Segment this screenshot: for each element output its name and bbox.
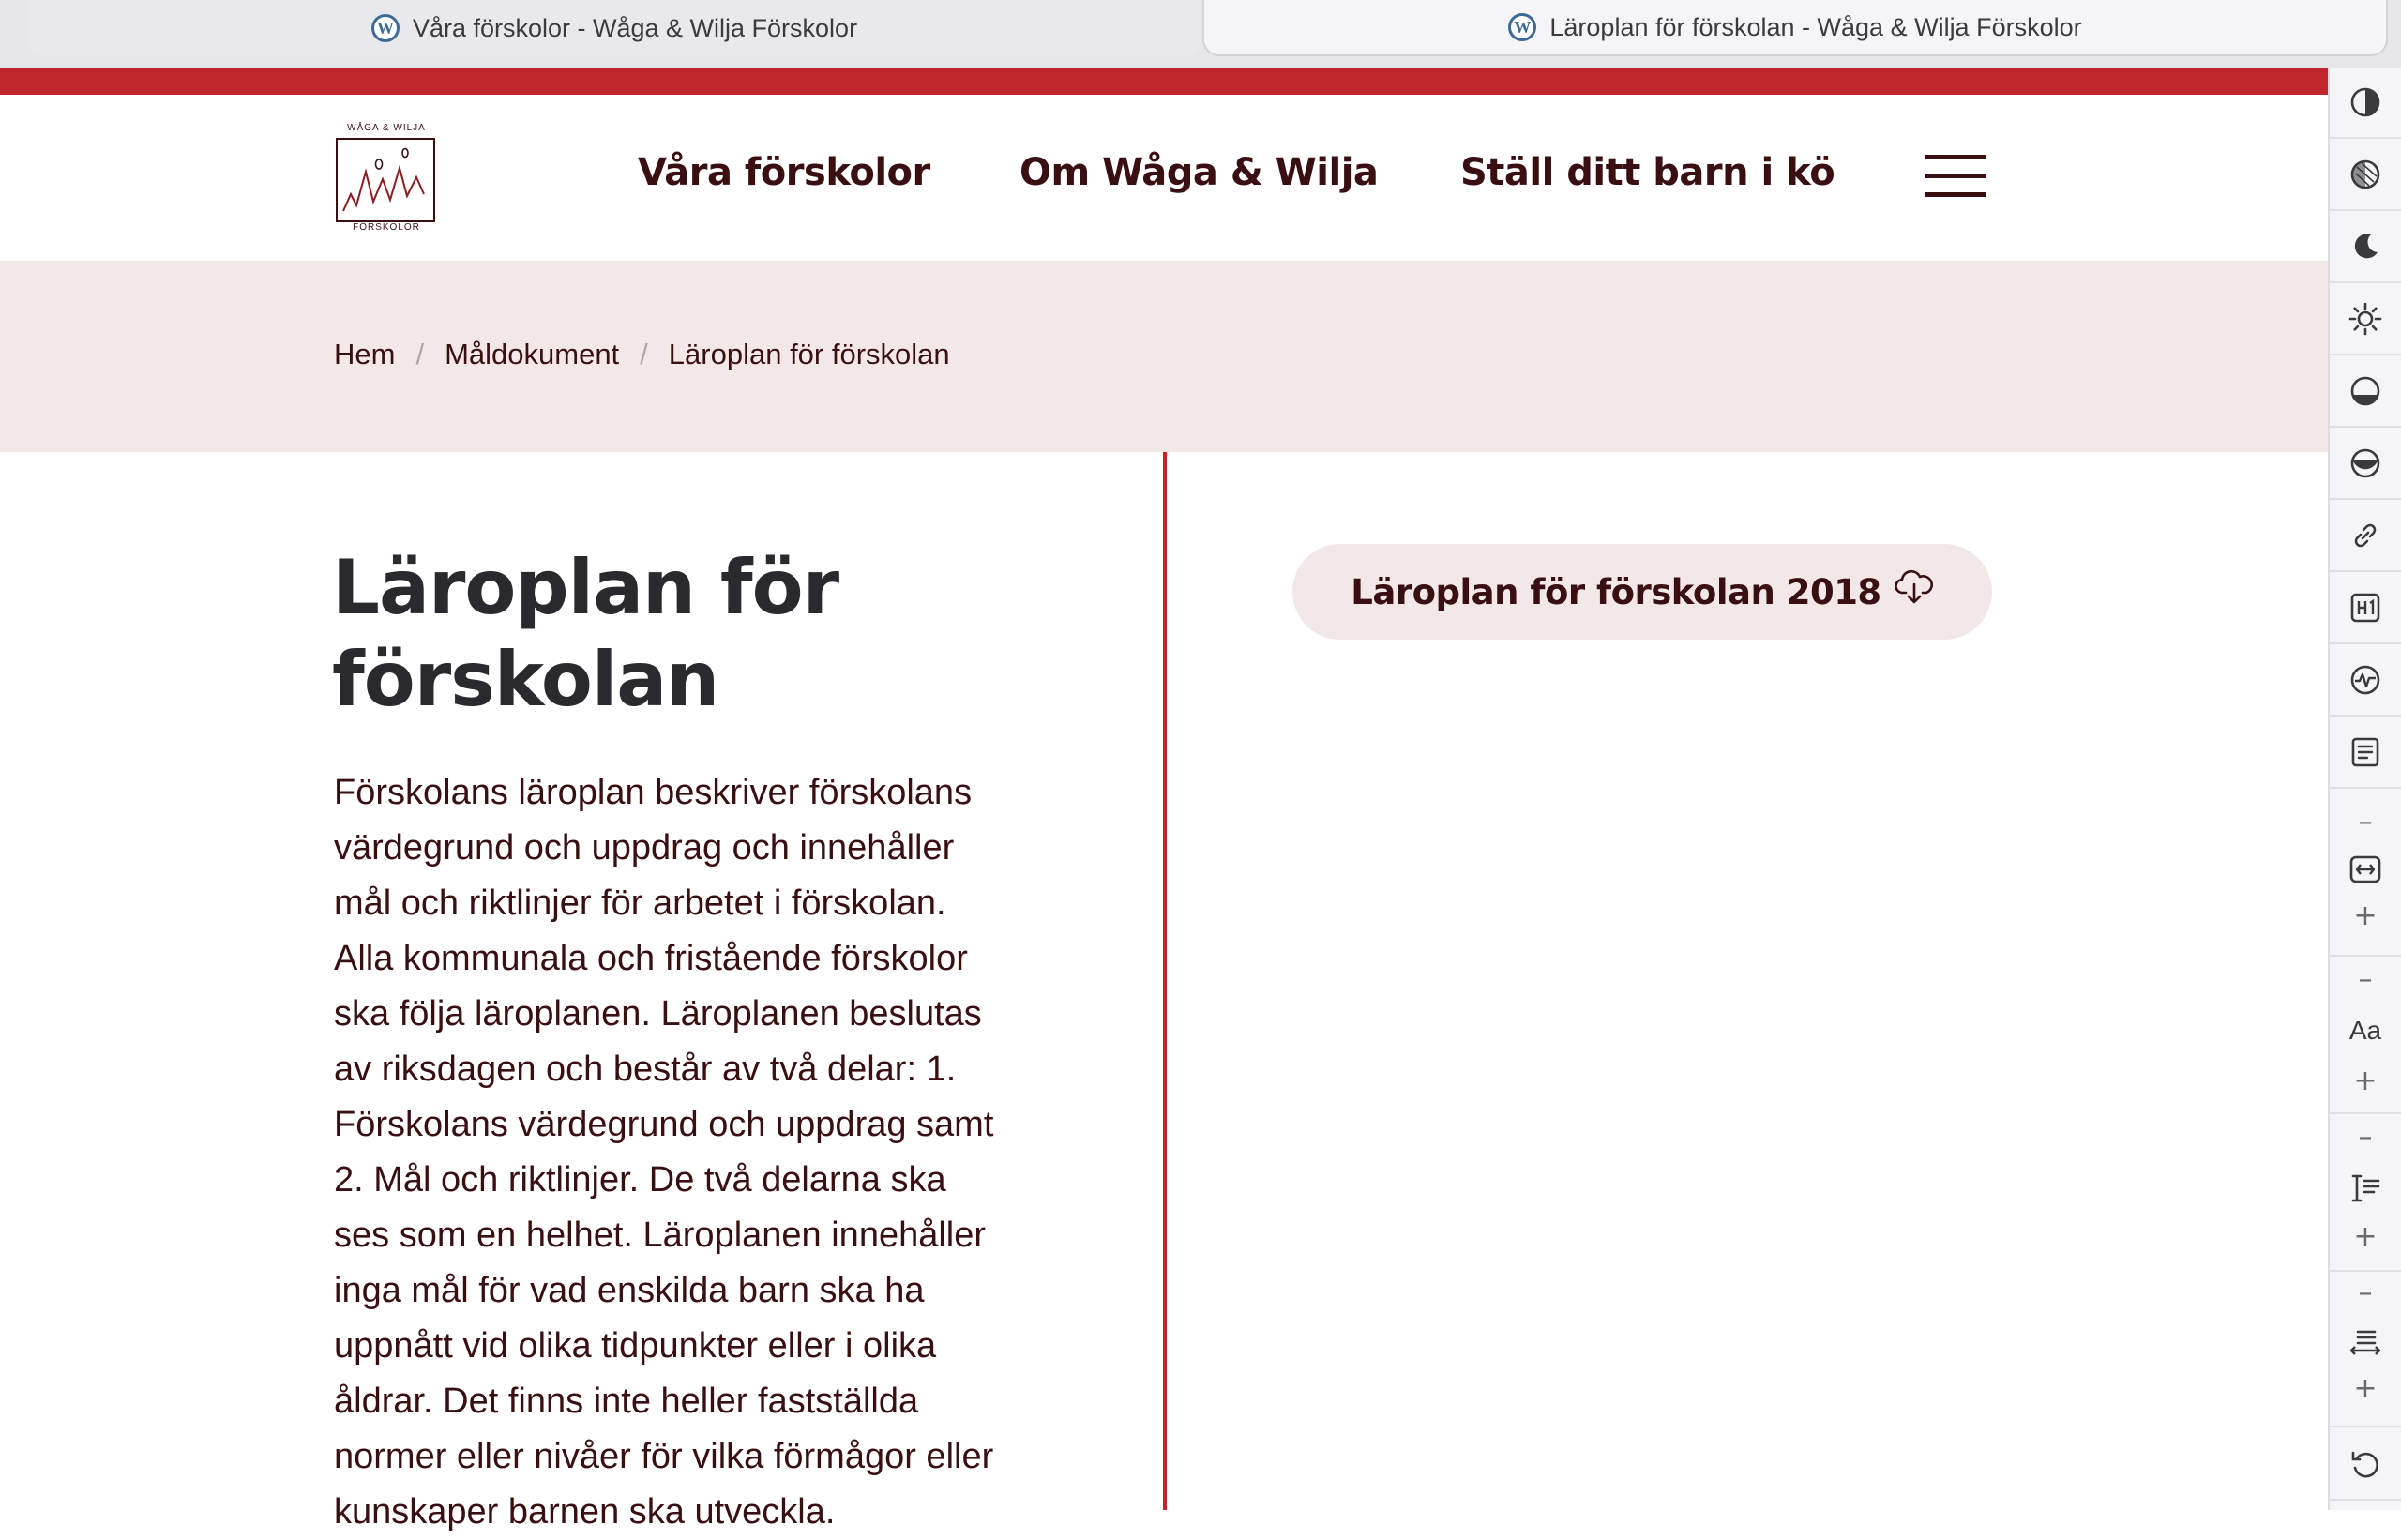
pulse-icon[interactable] <box>2330 645 2401 717</box>
nav-vara-forskolor[interactable]: Våra förskolor <box>638 151 930 194</box>
breadcrumb-separator: / <box>415 338 425 370</box>
hamburger-icon[interactable] <box>1925 155 1986 198</box>
page-title <box>332 542 1139 726</box>
paragraph-line: av riksdagen och består av två delar: 1. <box>334 1049 957 1089</box>
breadcrumb <box>334 338 950 371</box>
site-header <box>0 95 2328 261</box>
breadcrumb-current: Läroplan för förskolan <box>668 338 950 370</box>
top-accent-bar <box>0 68 2328 95</box>
paragraph-line: normer eller nivåer för vilka förmågor eller <box>334 1437 994 1476</box>
low-saturation-icon[interactable] <box>2330 356 2401 428</box>
paragraph-line: ska följa läroplanen. Läroplanen beslutas <box>334 994 982 1034</box>
wordpress-icon: W <box>1508 13 1536 41</box>
wordpress-icon: W <box>371 14 400 42</box>
line-height-increase-button[interactable]: + <box>2353 1219 2378 1253</box>
letter-spacing-decrease-button[interactable]: – <box>2358 1276 2373 1309</box>
logo-bottom-text: FÖRSKOLOR <box>353 222 420 233</box>
letter-spacing-icon <box>2330 1319 2401 1366</box>
font-size-label: Aa <box>2348 1016 2382 1045</box>
browser-tab-vara-forskolor[interactable] <box>28 0 1200 56</box>
nav-om-waga-wilja[interactable]: Om Wåga & Wilja <box>1019 151 1379 194</box>
paragraph-line: Förskolans läroplan beskriver förskolans <box>334 773 973 812</box>
page-title-line-2: förskolan <box>332 636 719 723</box>
high-saturation-icon[interactable] <box>2330 429 2401 500</box>
reset-icon[interactable] <box>2330 1429 2401 1501</box>
sidebar-divider <box>2330 1426 2401 1427</box>
download-laroplan-button[interactable] <box>1292 544 1992 640</box>
tab-title: Läroplan för förskolan - Wåga & Wilja Förskolor <box>1549 12 2082 41</box>
contrast-icon[interactable] <box>2330 68 2401 139</box>
accessibility-sidebar <box>2328 68 2401 1510</box>
site-logo[interactable] <box>334 123 439 234</box>
logo-drawing <box>336 138 435 222</box>
letter-spacing-increase-button[interactable]: + <box>2353 1371 2378 1405</box>
paragraph-line: kunskaper barnen ska utveckla. <box>334 1492 836 1532</box>
zoom-decrease-button[interactable]: – <box>2358 805 2373 838</box>
breadcrumb-maldokument[interactable]: Måldokument <box>445 338 620 370</box>
font-increase-button[interactable]: + <box>2353 1064 2378 1097</box>
paragraph-line: värdegrund och uppdrag och innehåller <box>334 828 955 868</box>
highlight-links-icon[interactable] <box>2330 501 2401 572</box>
page-title-line-1: Läroplan för <box>332 544 839 631</box>
zoom-increase-button[interactable]: + <box>2353 898 2378 932</box>
browser-tab-strip <box>0 0 2401 68</box>
breadcrumb-separator: / <box>640 338 648 370</box>
logo-top-text: WÅGA & WILJA <box>347 123 426 133</box>
cloud-download-icon <box>1895 570 1934 614</box>
font-decrease-button[interactable]: – <box>2358 962 2373 996</box>
sidebar-divider <box>2330 955 2401 957</box>
column-divider <box>1163 452 1167 1510</box>
paragraph-line: inga mål för vad enskilda barn ska ha <box>334 1271 925 1310</box>
paragraph-line: 2. Mål och riktlinjer. De två delarna ska <box>334 1160 946 1200</box>
highlight-headings-icon[interactable] <box>2330 573 2401 644</box>
paragraph-line: Alla kommunala och fristående förskolor <box>334 939 968 978</box>
tab-title: Våra förskolor - Wåga & Wilja Förskolor <box>412 13 858 42</box>
sidebar-divider <box>2330 1270 2401 1272</box>
light-mode-icon[interactable] <box>2330 284 2401 355</box>
intro-paragraph <box>334 765 1047 1540</box>
zoom-icon <box>2330 846 2401 893</box>
paragraph-line: ses som en helhet. Läroplanen innehåller <box>334 1215 987 1255</box>
sidebar-divider <box>2330 1112 2401 1114</box>
dark-mode-icon[interactable] <box>2330 212 2401 283</box>
download-label: Läroplan för förskolan 2018 <box>1351 571 1881 612</box>
reading-mode-icon[interactable] <box>2330 717 2401 789</box>
browser-tab-laroplan[interactable] <box>1202 0 2388 56</box>
line-height-icon <box>2330 1165 2401 1212</box>
paragraph-line: mål och riktlinjer för arbetet i förskolan. <box>334 883 946 923</box>
invert-icon[interactable] <box>2330 140 2401 211</box>
breadcrumb-bar <box>0 261 2328 452</box>
paragraph-line: uppnått vid olika tidpunkter eller i olika <box>334 1326 937 1366</box>
paragraph-line: åldrar. Det finns inte heller fastställda <box>334 1381 919 1421</box>
nav-stall-ditt-barn-i-ko[interactable]: Ställ ditt barn i kö <box>1460 151 1835 194</box>
paragraph-line: Förskolans värdegrund och uppdrag samt <box>334 1105 994 1144</box>
line-height-decrease-button[interactable]: – <box>2358 1120 2373 1154</box>
breadcrumb-home[interactable]: Hem <box>334 338 396 370</box>
